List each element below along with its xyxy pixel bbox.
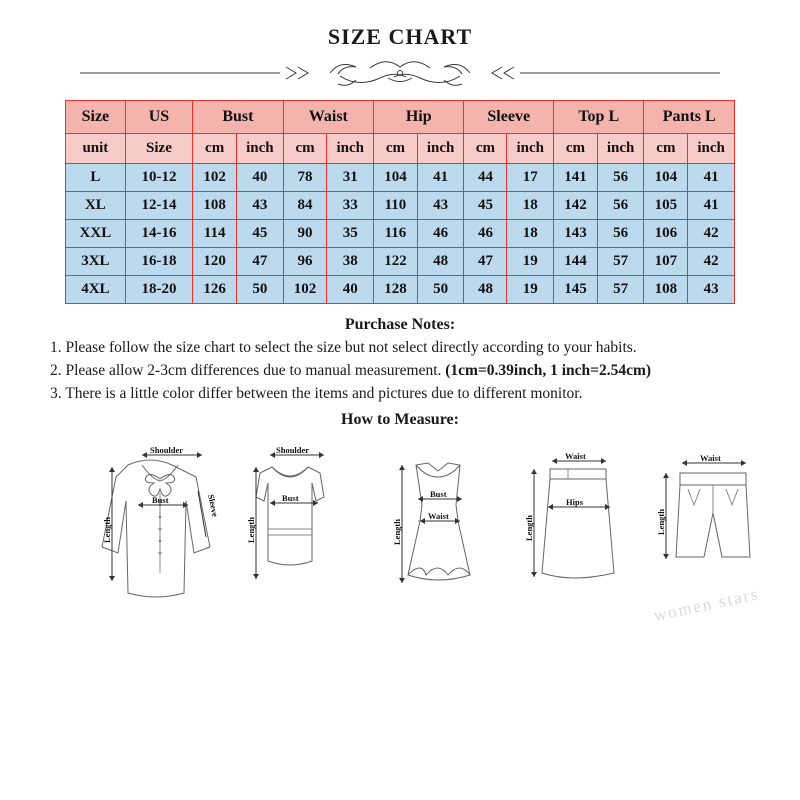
table-row bbox=[66, 164, 735, 192]
cell-us: 16-18 bbox=[125, 248, 192, 276]
svg-text:Bust: Bust bbox=[152, 494, 169, 505]
cell-sleeve-cm: 45 bbox=[464, 192, 507, 220]
cell-topl-inch: 56 bbox=[597, 164, 644, 192]
header-waist: Waist bbox=[283, 101, 373, 134]
svg-text:Shoulder: Shoulder bbox=[276, 444, 310, 455]
cell-pantsl-inch: 42 bbox=[688, 248, 735, 276]
figure-dress bbox=[392, 463, 470, 583]
svg-text:Length: Length bbox=[392, 518, 402, 545]
cell-pantsl-cm: 105 bbox=[644, 192, 688, 220]
cell-waist-cm: 90 bbox=[283, 220, 327, 248]
cell-pantsl-inch: 42 bbox=[688, 220, 735, 248]
header-sleeve: Sleeve bbox=[464, 101, 554, 134]
cell-topl-cm: 141 bbox=[554, 164, 598, 192]
cell-pantsl-inch: 41 bbox=[688, 192, 735, 220]
cell-hip-cm: 116 bbox=[374, 220, 418, 248]
cell-waist-inch: 38 bbox=[327, 248, 374, 276]
cell-topl-cm: 144 bbox=[554, 248, 598, 276]
cell-hip-inch: 48 bbox=[417, 248, 464, 276]
cell-sleeve-cm: 46 bbox=[464, 220, 507, 248]
svg-text:Hips: Hips bbox=[566, 496, 584, 507]
svg-text:Bust: Bust bbox=[282, 492, 299, 503]
page-title: SIZE CHART bbox=[327, 24, 473, 49]
svg-text:Length: Length bbox=[246, 516, 256, 543]
header-unit-topl-inch: inch bbox=[597, 134, 644, 164]
cell-us: 14-16 bbox=[125, 220, 192, 248]
header-unit-topl-cm: cm bbox=[554, 134, 598, 164]
cell-waist-inch: 31 bbox=[327, 164, 374, 192]
cell-waist-cm: 84 bbox=[283, 192, 327, 220]
svg-text:Waist: Waist bbox=[700, 452, 721, 463]
cell-hip-cm: 122 bbox=[374, 248, 418, 276]
how-to-measure-heading: How to Measure: bbox=[341, 410, 459, 428]
cell-sleeve-inch: 18 bbox=[507, 220, 554, 248]
cell-bust-inch: 47 bbox=[237, 248, 284, 276]
header-hip: Hip bbox=[374, 101, 464, 134]
header-size: Size bbox=[66, 101, 126, 134]
cell-bust-inch: 45 bbox=[237, 220, 284, 248]
cell-bust-inch: 43 bbox=[237, 192, 284, 220]
header-unit-waist-cm: cm bbox=[283, 134, 327, 164]
cell-bust-inch: 40 bbox=[237, 164, 284, 192]
measurement-figures bbox=[20, 433, 780, 623]
cell-pantsl-cm: 107 bbox=[644, 248, 688, 276]
cell-hip-cm: 110 bbox=[374, 192, 418, 220]
table-row bbox=[66, 248, 735, 276]
cell-waist-cm: 78 bbox=[283, 164, 327, 192]
header-unit-sleeve-inch: inch bbox=[507, 134, 554, 164]
cell-size: XL bbox=[66, 192, 126, 220]
cell-sleeve-cm: 48 bbox=[464, 276, 507, 304]
header-bust: Bust bbox=[193, 101, 283, 134]
table-row bbox=[66, 276, 735, 304]
svg-text:Length: Length bbox=[656, 508, 666, 535]
cell-hip-cm: 128 bbox=[374, 276, 418, 304]
cell-waist-inch: 35 bbox=[327, 220, 374, 248]
cell-sleeve-inch: 18 bbox=[507, 192, 554, 220]
cell-pantsl-cm: 104 bbox=[644, 164, 688, 192]
header-pantsl: Pants L bbox=[644, 101, 735, 134]
cell-hip-inch: 41 bbox=[417, 164, 464, 192]
cell-sleeve-inch: 19 bbox=[507, 248, 554, 276]
cell-waist-cm: 102 bbox=[283, 276, 327, 304]
cell-pantsl-inch: 41 bbox=[688, 164, 735, 192]
cell-pantsl-inch: 43 bbox=[688, 276, 735, 304]
figure-blouse bbox=[102, 445, 221, 597]
purchase-note-2-conversion: (1cm=0.39inch, 1 inch=2.54cm) bbox=[445, 361, 652, 379]
purchase-note-3: 3. There is a little color differ between the items and pictures due to different monitor. bbox=[50, 384, 583, 402]
cell-hip-inch: 43 bbox=[417, 192, 464, 220]
cell-pantsl-cm: 108 bbox=[644, 276, 688, 304]
cell-sleeve-inch: 17 bbox=[507, 164, 554, 192]
cell-topl-inch: 56 bbox=[597, 192, 644, 220]
figure-camisole bbox=[246, 445, 324, 579]
ornamental-divider bbox=[40, 56, 760, 90]
cell-topl-inch: 57 bbox=[597, 276, 644, 304]
cell-bust-cm: 102 bbox=[193, 164, 237, 192]
table-header-unit bbox=[66, 134, 735, 164]
cell-bust-cm: 120 bbox=[193, 248, 237, 276]
svg-text:Sleeve: Sleeve bbox=[206, 493, 221, 518]
cell-size: 4XL bbox=[66, 276, 126, 304]
cell-bust-cm: 114 bbox=[193, 220, 237, 248]
header-unit-waist-inch: inch bbox=[327, 134, 374, 164]
cell-bust-inch: 50 bbox=[237, 276, 284, 304]
table-row bbox=[66, 192, 735, 220]
svg-text:Bust: Bust bbox=[430, 488, 447, 499]
header-unit-label: unit bbox=[66, 134, 126, 164]
cell-topl-inch: 56 bbox=[597, 220, 644, 248]
cell-size: XXL bbox=[66, 220, 126, 248]
svg-text:Length: Length bbox=[102, 516, 112, 543]
cell-us: 10-12 bbox=[125, 164, 192, 192]
size-table-wrapper bbox=[65, 100, 735, 304]
cell-waist-inch: 40 bbox=[327, 276, 374, 304]
purchase-notes bbox=[50, 316, 750, 429]
header-topl: Top L bbox=[554, 101, 644, 134]
cell-bust-cm: 126 bbox=[193, 276, 237, 304]
cell-sleeve-cm: 47 bbox=[464, 248, 507, 276]
svg-text:Shoulder: Shoulder bbox=[150, 444, 184, 455]
size-table bbox=[65, 100, 735, 304]
cell-size: L bbox=[66, 164, 126, 192]
table-row bbox=[66, 220, 735, 248]
cell-topl-cm: 145 bbox=[554, 276, 598, 304]
cell-size: 3XL bbox=[66, 248, 126, 276]
svg-text:Length: Length bbox=[524, 514, 534, 541]
cell-waist-inch: 33 bbox=[327, 192, 374, 220]
header-unit-sleeve-cm: cm bbox=[464, 134, 507, 164]
header-unit-pantsl-cm: cm bbox=[644, 134, 688, 164]
cell-waist-cm: 96 bbox=[283, 248, 327, 276]
header-unit-pantsl-inch: inch bbox=[688, 134, 735, 164]
header-unit-hip-cm: cm bbox=[374, 134, 418, 164]
cell-sleeve-cm: 44 bbox=[464, 164, 507, 192]
cell-sleeve-inch: 19 bbox=[507, 276, 554, 304]
cell-topl-cm: 143 bbox=[554, 220, 598, 248]
purchase-note-2 bbox=[50, 361, 750, 382]
figure-skirt bbox=[524, 451, 614, 578]
cell-bust-cm: 108 bbox=[193, 192, 237, 220]
svg-text:Waist: Waist bbox=[565, 450, 586, 461]
cell-hip-inch: 46 bbox=[417, 220, 464, 248]
cell-topl-cm: 142 bbox=[554, 192, 598, 220]
header-unit-bust-cm: cm bbox=[193, 134, 237, 164]
cell-topl-inch: 57 bbox=[597, 248, 644, 276]
cell-hip-inch: 50 bbox=[417, 276, 464, 304]
header-unit-hip-inch: inch bbox=[417, 134, 464, 164]
cell-us: 12-14 bbox=[125, 192, 192, 220]
purchase-note-2-text: 2. Please allow 2-3cm differences due to manual measurement. bbox=[50, 361, 446, 379]
figure-shorts bbox=[656, 453, 750, 559]
cell-pantsl-cm: 106 bbox=[644, 220, 688, 248]
header-unit-us: Size bbox=[125, 134, 192, 164]
watermark: women stars bbox=[651, 583, 761, 625]
cell-us: 18-20 bbox=[125, 276, 192, 304]
header-us: US bbox=[125, 101, 192, 134]
header-unit-bust-inch: inch bbox=[237, 134, 284, 164]
svg-text:Waist: Waist bbox=[428, 510, 449, 521]
table-header-main bbox=[66, 101, 735, 134]
purchase-notes-heading: Purchase Notes: bbox=[344, 316, 456, 333]
purchase-note-1: 1. Please follow the size chart to select the size but not select directly according to your habits. bbox=[50, 339, 637, 356]
cell-hip-cm: 104 bbox=[374, 164, 418, 192]
